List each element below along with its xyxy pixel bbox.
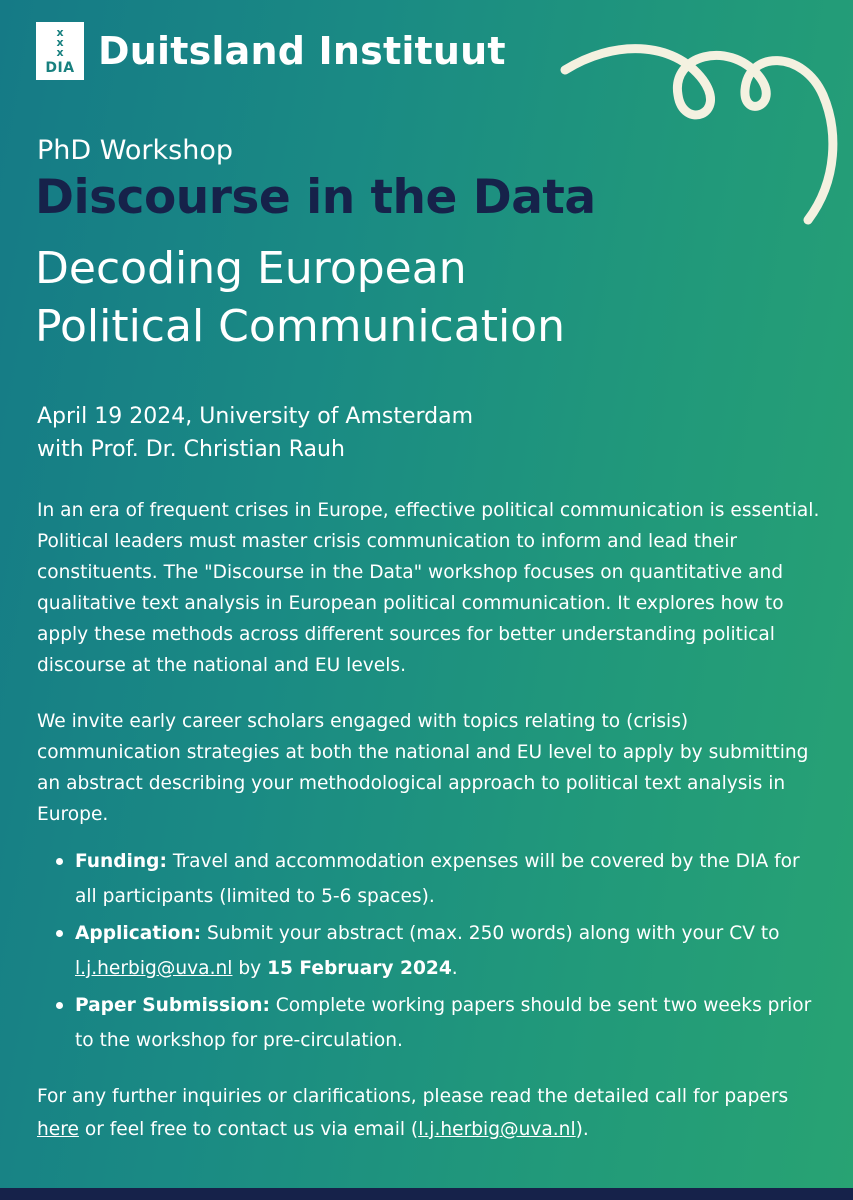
logo-abbr: DIA bbox=[45, 60, 75, 76]
details-list bbox=[48, 844, 818, 1060]
paper-label: Paper Submission: bbox=[75, 995, 270, 1016]
intro-paragraph: In an era of frequent crises in Europe, effective political communication is essential. Political leaders must master crisis communication to inform and lead their constituents. The "Discourse in the Data" workshop focuses on quantitative and qualitative text analysis in European political communication. It explores how to apply these methods across different sources for better understanding political discourse at the national and EU levels. bbox=[37, 500, 820, 676]
footer-bar bbox=[0, 1188, 853, 1200]
page-title: Discourse in the Data bbox=[35, 170, 596, 225]
event-meta bbox=[37, 400, 817, 466]
subtitle-line-2: Political Communication bbox=[35, 301, 565, 352]
paper-text: Complete working papers should be sent two weeks prior to the workshop for pre-circulation. bbox=[75, 995, 812, 1051]
application-deadline: 15 February 2024 bbox=[267, 958, 452, 979]
page-subtitle bbox=[35, 240, 795, 356]
list-item-paper-submission bbox=[48, 988, 818, 1058]
funding-label: Funding: bbox=[75, 851, 167, 872]
contact-email-link[interactable]: l.j.herbig@uva.nl bbox=[418, 1119, 576, 1140]
dia-logo bbox=[36, 22, 506, 80]
logo-x-marks: x x x bbox=[56, 26, 64, 59]
application-end: . bbox=[451, 958, 458, 979]
funding-text: Travel and accommodation expenses will be covered by the DIA for all participants (limited to 5-6 spaces). bbox=[75, 851, 800, 907]
list-item-application bbox=[48, 916, 818, 986]
logo-name: Duitsland Instituut bbox=[98, 29, 506, 73]
event-date-place: April 19 2024, University of Amsterdam bbox=[37, 404, 474, 429]
application-text: Submit your abstract (max. 250 words) along with your CV to bbox=[201, 923, 780, 944]
event-speaker: with Prof. Dr. Christian Rauh bbox=[37, 437, 345, 462]
dia-logo-mark bbox=[36, 22, 84, 80]
application-by: by bbox=[232, 958, 268, 979]
application-label: Application: bbox=[75, 923, 202, 944]
list-item-funding bbox=[48, 844, 818, 914]
closing-end: ). bbox=[575, 1119, 589, 1140]
call-for-papers-link[interactable]: here bbox=[37, 1119, 79, 1140]
closing-before-link: For any further inquiries or clarifications, please read the detailed call for papers bbox=[37, 1086, 789, 1107]
closing-paragraph bbox=[37, 1080, 822, 1146]
subtitle-line-1: Decoding European bbox=[35, 243, 467, 294]
decorative-swirl-icon bbox=[553, 0, 853, 240]
invite-paragraph: We invite early career scholars engaged with topics relating to (crisis) communication strategies at both the national and EU level to apply by submitting an abstract describing your methodological approach to political text analysis in Europe. bbox=[37, 711, 809, 825]
event-kicker: PhD Workshop bbox=[37, 135, 233, 166]
application-email-link[interactable]: l.j.herbig@uva.nl bbox=[75, 958, 233, 979]
closing-middle: or feel free to contact us via email ( bbox=[78, 1119, 419, 1140]
